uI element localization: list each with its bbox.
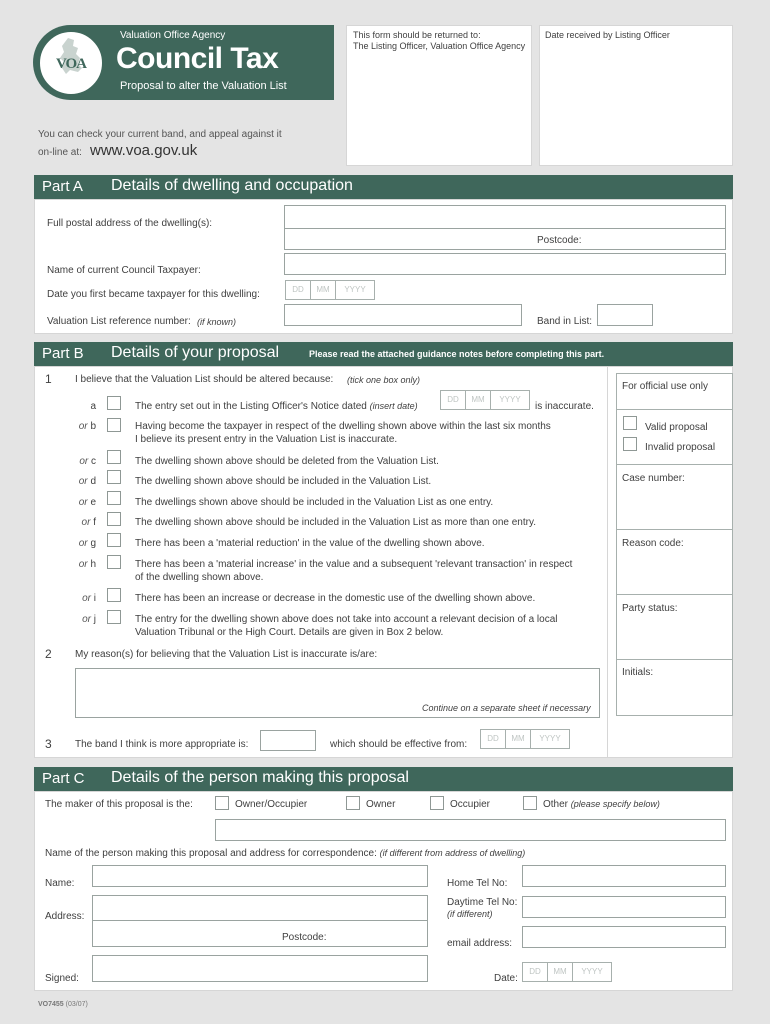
option-b-text: Having become the taxpayer in respect of the dwelling shown above within the last six months I believe its present entry in the Valuation List is inaccurate.	[135, 421, 551, 445]
day-placeholder: DD	[286, 281, 311, 299]
option-i-letter: or i	[82, 593, 96, 604]
band-in-list-field[interactable]	[597, 304, 653, 326]
taxpayer-date-label: Date you first became taxpayer for this dwelling:	[47, 289, 260, 300]
option-b-checkbox[interactable]	[107, 418, 121, 432]
band-in-list-label: Band in List:	[537, 316, 593, 327]
day-tel-field[interactable]	[522, 896, 726, 918]
owner-checkbox[interactable]	[346, 796, 360, 810]
date-received-label: Date received by Listing Officer	[545, 30, 670, 40]
sign-date-field[interactable]: DD MM YYYY	[522, 962, 612, 982]
option-i-checkbox[interactable]	[107, 588, 121, 602]
online-prefix: on-line at:	[38, 147, 82, 158]
date-received-box	[539, 25, 733, 166]
option-e-letter: or e	[78, 497, 96, 508]
q2-number: 2	[45, 647, 52, 661]
option-a-suffix: is inaccurate.	[535, 401, 594, 412]
form-code: VO7455 (03/07)	[38, 1001, 88, 1008]
sign-date-label: Date:	[494, 973, 518, 984]
part-c-label: Part C	[42, 770, 85, 787]
maker-name-field[interactable]	[92, 865, 428, 887]
reason-code-label: Reason code:	[622, 538, 684, 549]
option-a-text: The entry set out in the Listing Officer's Notice dated (insert date)	[135, 401, 418, 412]
dwelling-address-field[interactable]	[284, 205, 726, 229]
official-divider-4	[617, 594, 732, 595]
maker-label: The maker of this proposal is the:	[45, 799, 193, 810]
name-address-label: Name of the person making this proposal and address for correspondence: (if different from address of dwelling)	[45, 848, 526, 859]
q1-note: (tick one box only)	[347, 375, 421, 385]
address-label: Full postal address of the dwelling(s):	[47, 218, 213, 229]
month-placeholder: MM	[311, 281, 336, 299]
option-c-checkbox[interactable]	[107, 450, 121, 464]
form-subtitle: Proposal to alter the Valuation List	[120, 80, 287, 92]
invalid-proposal-label: Invalid proposal	[645, 442, 716, 453]
q2-text: My reason(s) for believing that the Valuation List is inaccurate is/are:	[75, 649, 378, 660]
owner-label: Owner	[366, 799, 396, 810]
return-note-1: This form should be returned to:	[353, 30, 481, 40]
other-label: Other (please specify below)	[543, 799, 660, 810]
part-c-bar	[34, 767, 733, 791]
option-h-letter: or h	[78, 559, 96, 570]
year-placeholder: YYYY	[344, 285, 366, 294]
option-g-checkbox[interactable]	[107, 533, 121, 547]
party-status-label: Party status:	[622, 603, 678, 614]
valid-proposal-checkbox[interactable]	[623, 416, 637, 430]
effective-date-field[interactable]: DD MM YYYY	[480, 729, 570, 749]
option-g-text: There has been a 'material reduction' in the value of the dwelling shown above.	[135, 538, 485, 549]
part-b-note: Please read the attached guidance notes before completing this part.	[309, 349, 605, 359]
option-d-checkbox[interactable]	[107, 470, 121, 484]
taxpayer-label: Name of current Council Taxpayer:	[47, 265, 201, 276]
q1-number: 1	[45, 372, 52, 386]
official-divider-3	[617, 529, 732, 530]
option-j-checkbox[interactable]	[107, 610, 121, 624]
option-a-checkbox[interactable]	[107, 396, 121, 410]
signature-field[interactable]	[92, 955, 428, 982]
case-number-label: Case number:	[622, 473, 685, 484]
home-tel-label: Home Tel No:	[447, 878, 508, 889]
official-divider-1	[617, 409, 732, 410]
voa-url-link[interactable]: www.voa.gov.uk	[90, 142, 198, 159]
option-f-letter: or f	[81, 517, 96, 528]
signed-label: Signed:	[45, 973, 79, 984]
maker-address-label: Address:	[45, 911, 85, 922]
ref-number-field[interactable]	[284, 304, 522, 326]
official-divider-5	[617, 659, 732, 660]
part-b-title: Details of your proposal	[111, 344, 280, 361]
taxpayer-name-field[interactable]	[284, 253, 726, 275]
option-g-letter: or g	[78, 538, 96, 549]
option-d-text: The dwelling shown above should be included in the Valuation List.	[135, 476, 432, 487]
official-divider-2	[617, 464, 732, 465]
part-a-title: Details of dwelling and occupation	[111, 177, 353, 194]
option-j-letter: or j	[82, 614, 96, 625]
voa-logo	[38, 30, 104, 96]
notice-date-field[interactable]: DD MM YYYY	[440, 390, 530, 410]
effective-from-label: which should be effective from:	[330, 739, 468, 750]
voa-logo-text: VOA	[55, 56, 87, 72]
email-field[interactable]	[522, 926, 726, 948]
official-use-title: For official use only	[622, 381, 708, 392]
part-b-bar	[34, 342, 733, 366]
home-tel-field[interactable]	[522, 865, 726, 887]
occupier-label: Occupier	[450, 799, 491, 810]
taxpayer-date-field[interactable]	[285, 280, 375, 300]
initials-label: Initials:	[622, 667, 654, 678]
email-label: email address:	[447, 938, 513, 949]
option-e-text: The dwellings shown above should be included in the Valuation List as one entry.	[135, 497, 494, 508]
q3-text: The band I think is more appropriate is:	[75, 739, 249, 750]
owner-occupier-label: Owner/Occupier	[235, 799, 308, 810]
option-h-text: There has been a 'material increase' in the value and a subsequent 'relevant transaction' in respect of the dwelling shown above.	[135, 559, 573, 583]
day-tel-note: (if different)	[447, 909, 493, 919]
other-specify-field[interactable]	[215, 819, 726, 841]
form-title: Council Tax	[116, 42, 279, 75]
q1-text: I believe that the Valuation List should be altered because:	[75, 374, 334, 385]
option-c-text: The dwelling shown above should be deleted from the Valuation List.	[135, 456, 439, 467]
ref-number-note: (if known)	[197, 317, 237, 327]
proposed-band-field[interactable]	[260, 730, 316, 751]
other-checkbox[interactable]	[523, 796, 537, 810]
dwelling-postcode-label: Postcode:	[537, 235, 582, 246]
maker-address-field-2[interactable]	[92, 920, 428, 947]
maker-name-label: Name:	[45, 878, 75, 889]
dwelling-address-field-2[interactable]	[284, 228, 726, 250]
online-note: You can check your current band, and appeal against it	[38, 129, 282, 140]
option-i-text: There has been an increase or decrease in the domestic use of the dwelling shown above.	[135, 593, 536, 604]
day-tel-label: Daytime Tel No:	[447, 897, 518, 908]
owner-occupier-checkbox[interactable]	[215, 796, 229, 810]
invalid-proposal-checkbox[interactable]	[623, 437, 637, 451]
valid-proposal-label: Valid proposal	[645, 422, 708, 433]
part-a-label: Part A	[42, 178, 83, 195]
part-c-title: Details of the person making this proposal	[111, 769, 409, 786]
option-b-letter: or b	[78, 421, 96, 432]
option-h-checkbox[interactable]	[107, 555, 121, 569]
option-f-text: The dwelling shown above should be included in the Valuation List as more than one entry.	[135, 517, 536, 528]
maker-address-field[interactable]	[92, 895, 428, 921]
maker-postcode-label: Postcode:	[282, 932, 327, 943]
option-j-text: The entry for the dwelling shown above does not take into account a relevant decision of a local Valuation Tribunal or the High Court. Details are given in Box 2 below.	[135, 614, 558, 638]
continue-note: Continue on a separate sheet if necessary	[422, 703, 591, 713]
q3-number: 3	[45, 737, 52, 751]
part-b-label: Part B	[42, 345, 84, 362]
option-c-letter: or c	[79, 456, 96, 467]
option-a-letter: a	[90, 401, 96, 412]
option-d-letter: or d	[78, 476, 96, 487]
ref-number-label: Valuation List reference number:	[47, 316, 191, 327]
return-note-2: The Listing Officer, Valuation Office Agency	[353, 41, 526, 51]
part-a-bar	[34, 175, 733, 199]
option-f-checkbox[interactable]	[107, 512, 121, 526]
agency-name: Valuation Office Agency	[120, 30, 226, 41]
occupier-checkbox[interactable]	[430, 796, 444, 810]
option-e-checkbox[interactable]	[107, 491, 121, 505]
